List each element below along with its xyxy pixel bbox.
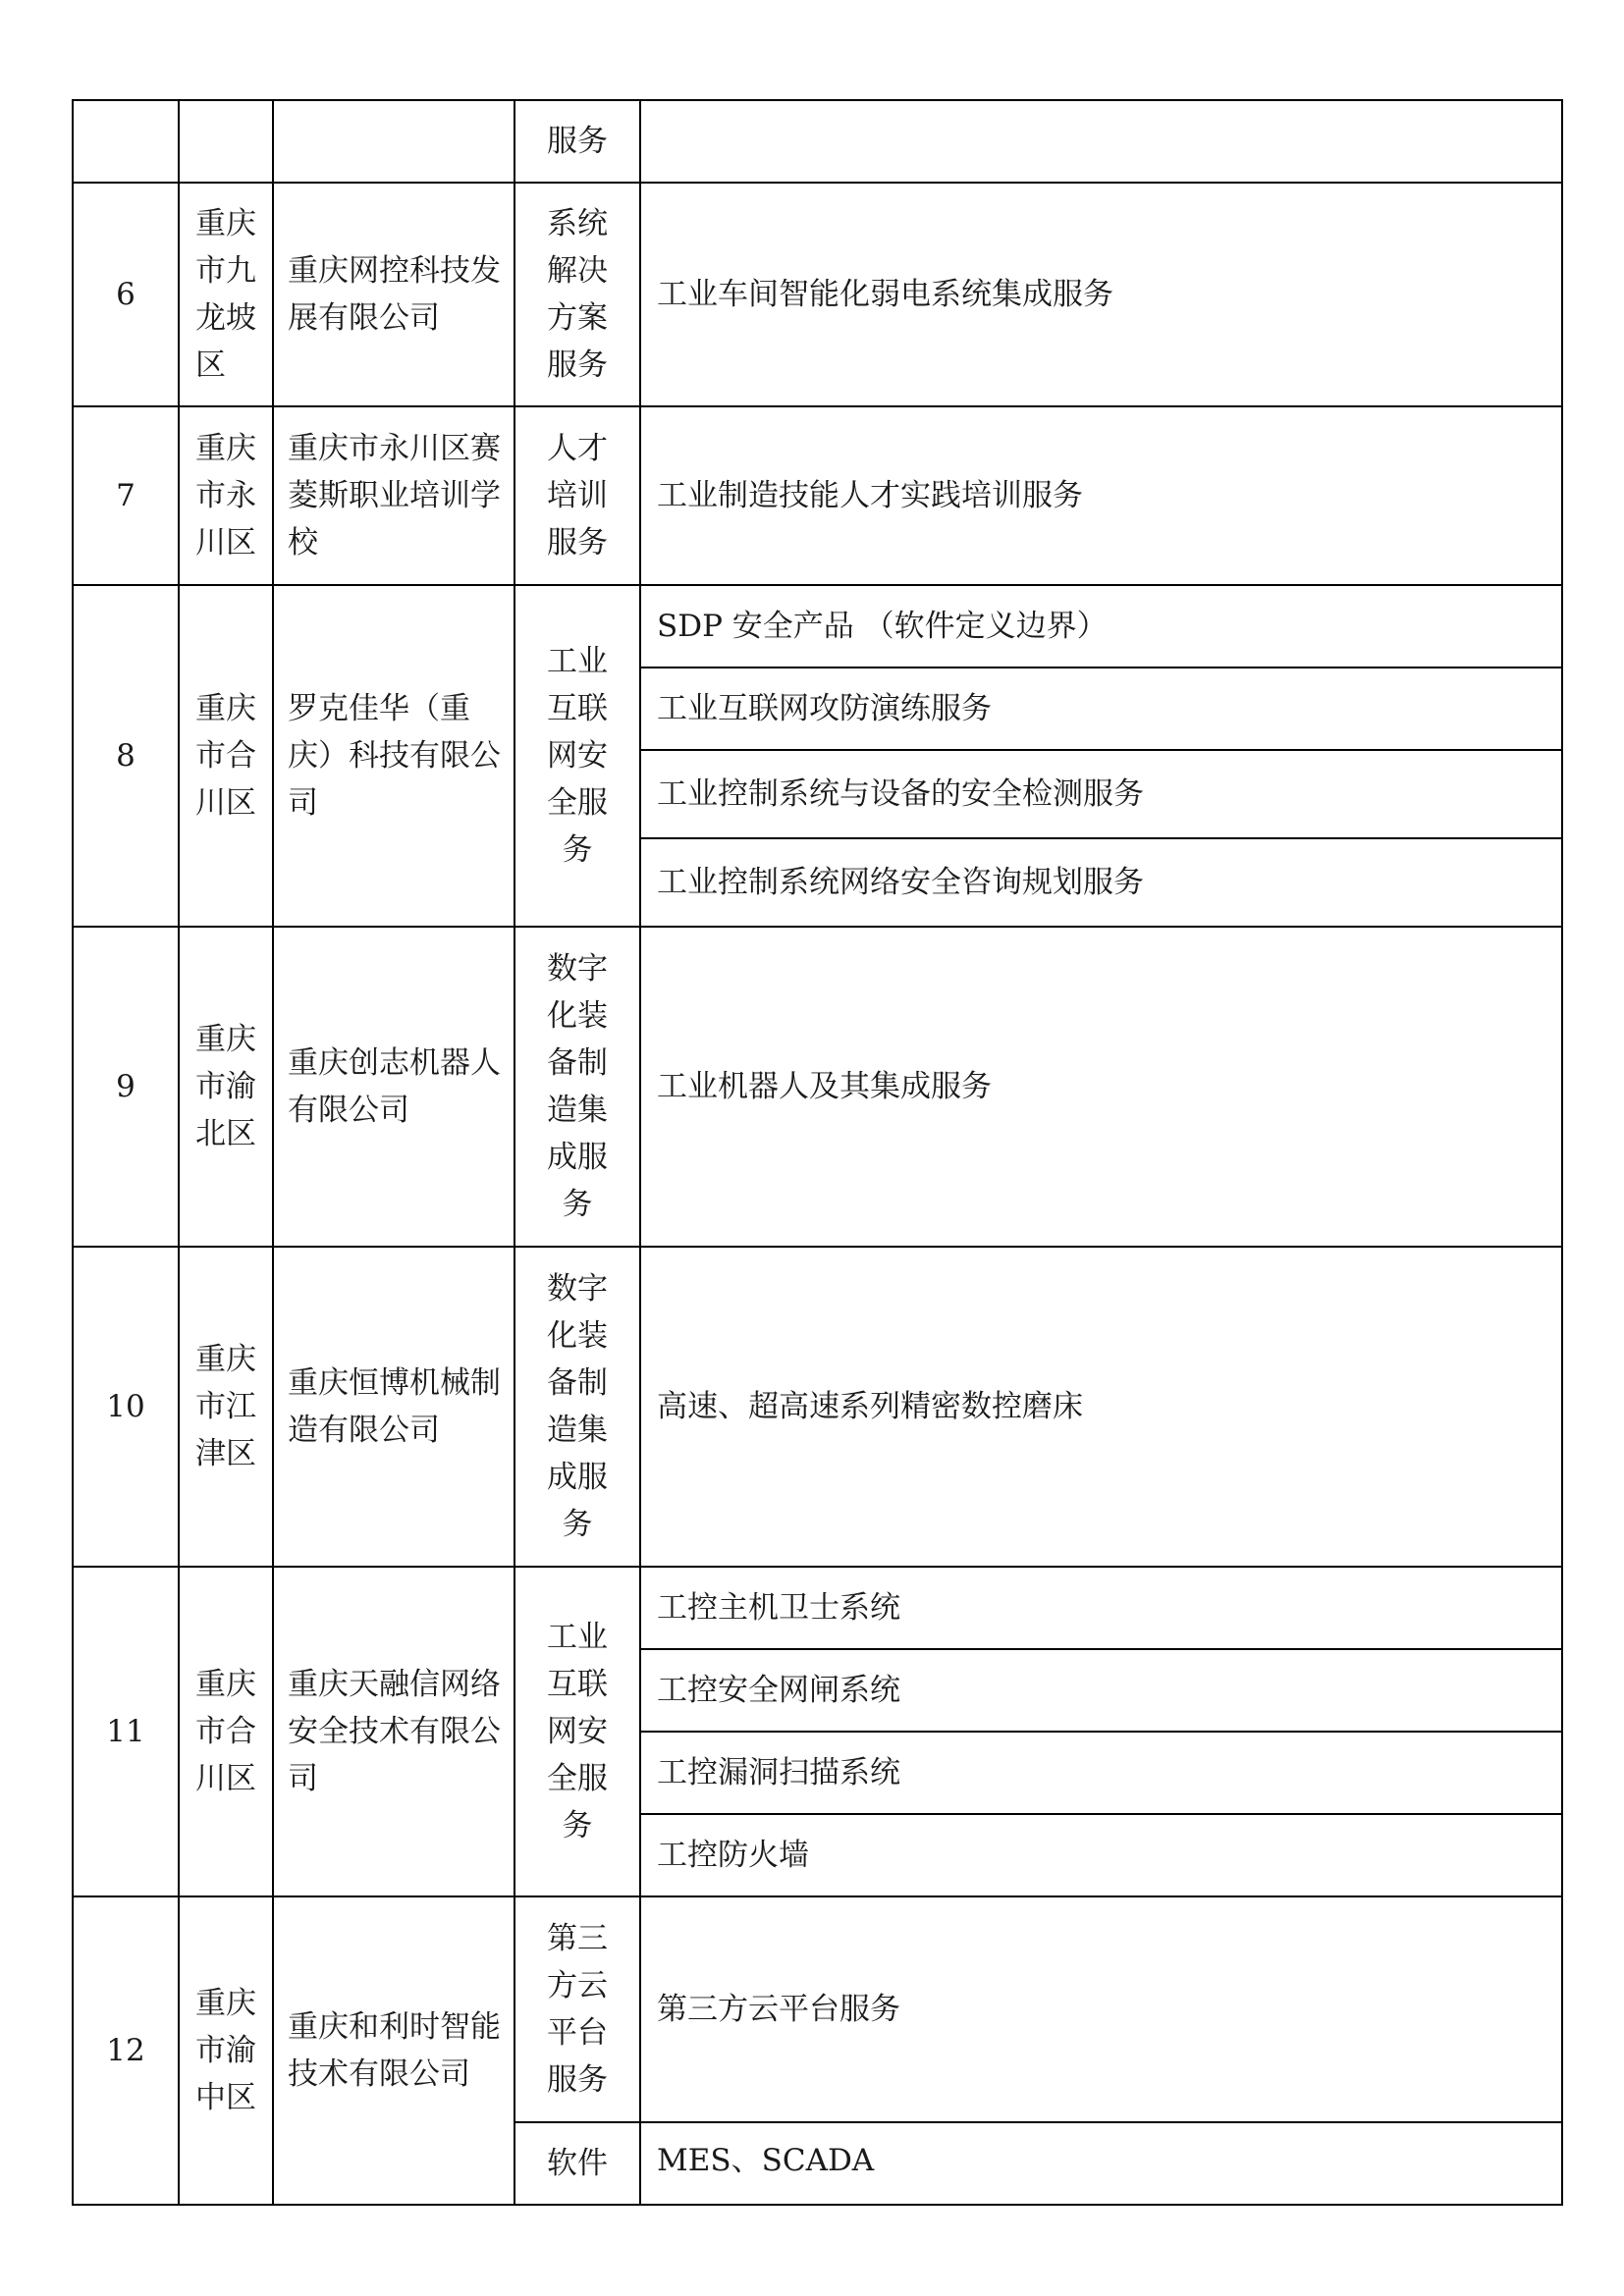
service-type-cell: 系统解决方案服务	[514, 183, 640, 406]
service-item-cell: 工业制造技能人才实践培训服务	[640, 406, 1562, 585]
service-item-cell: 工控主机卫士系统	[640, 1567, 1562, 1649]
company-cell: 重庆创志机器人有限公司	[273, 927, 514, 1247]
service-item-cell: MES、SCADA	[640, 2122, 1562, 2205]
service-item-cell: SDP 安全产品 （软件定义边界）	[640, 585, 1562, 667]
region-cell	[179, 100, 273, 183]
service-item-cell: 工控安全网闸系统	[640, 1649, 1562, 1732]
table-row	[73, 406, 1562, 585]
service-item-cell: 工业控制系统与设备的安全检测服务	[640, 750, 1562, 838]
service-item-cell: 工业互联网攻防演练服务	[640, 667, 1562, 750]
company-cell: 重庆网控科技发展有限公司	[273, 183, 514, 406]
company-cell	[273, 100, 514, 183]
company-cell: 重庆和利时智能技术有限公司	[273, 1896, 514, 2205]
table-row	[73, 1896, 1562, 2122]
service-type-cell: 服务	[514, 100, 640, 183]
number-cell: 6	[73, 183, 179, 406]
region-cell: 重庆市合川区	[179, 585, 273, 927]
service-type-cell: 数字化装备制造集成服务	[514, 927, 640, 1247]
company-cell: 重庆市永川区赛菱斯职业培训学校	[273, 406, 514, 585]
service-item-cell	[640, 100, 1562, 183]
service-type-cell: 软件	[514, 2122, 640, 2205]
service-item-cell: 工业车间智能化弱电系统集成服务	[640, 183, 1562, 406]
service-type-cell: 数字化装备制造集成服务	[514, 1247, 640, 1567]
service-item-cell: 工控漏洞扫描系统	[640, 1732, 1562, 1814]
region-cell: 重庆市渝北区	[179, 927, 273, 1247]
table-row	[73, 1247, 1562, 1567]
company-cell: 罗克佳华（重庆）科技有限公司	[273, 585, 514, 927]
service-type-cell: 第三方云平台服务	[514, 1896, 640, 2122]
table-row	[73, 927, 1562, 1247]
service-type-cell: 工业互联网安全服务	[514, 1567, 640, 1896]
region-cell: 重庆市合川区	[179, 1567, 273, 1896]
table-row	[73, 1567, 1562, 1649]
number-cell: 10	[73, 1247, 179, 1567]
number-cell	[73, 100, 179, 183]
region-cell: 重庆市永川区	[179, 406, 273, 585]
service-item-cell: 工业机器人及其集成服务	[640, 927, 1562, 1247]
number-cell: 11	[73, 1567, 179, 1896]
table-row	[73, 585, 1562, 667]
service-item-cell: 第三方云平台服务	[640, 1896, 1562, 2122]
number-cell: 7	[73, 406, 179, 585]
number-cell: 12	[73, 1896, 179, 2205]
region-cell: 重庆市九龙坡区	[179, 183, 273, 406]
service-type-cell: 人才培训服务	[514, 406, 640, 585]
company-cell: 重庆恒博机械制造有限公司	[273, 1247, 514, 1567]
service-item-cell: 工控防火墙	[640, 1814, 1562, 1896]
service-item-cell: 工业控制系统网络安全咨询规划服务	[640, 838, 1562, 927]
number-cell: 9	[73, 927, 179, 1247]
region-cell: 重庆市渝中区	[179, 1896, 273, 2205]
company-cell: 重庆天融信网络安全技术有限公司	[273, 1567, 514, 1896]
service-type-cell: 工业互联网安全服务	[514, 585, 640, 927]
table-row	[73, 183, 1562, 406]
table-row	[73, 100, 1562, 183]
number-cell: 8	[73, 585, 179, 927]
service-item-cell: 高速、超高速系列精密数控磨床	[640, 1247, 1562, 1567]
enterprise-service-table	[72, 99, 1563, 2206]
region-cell: 重庆市江津区	[179, 1247, 273, 1567]
